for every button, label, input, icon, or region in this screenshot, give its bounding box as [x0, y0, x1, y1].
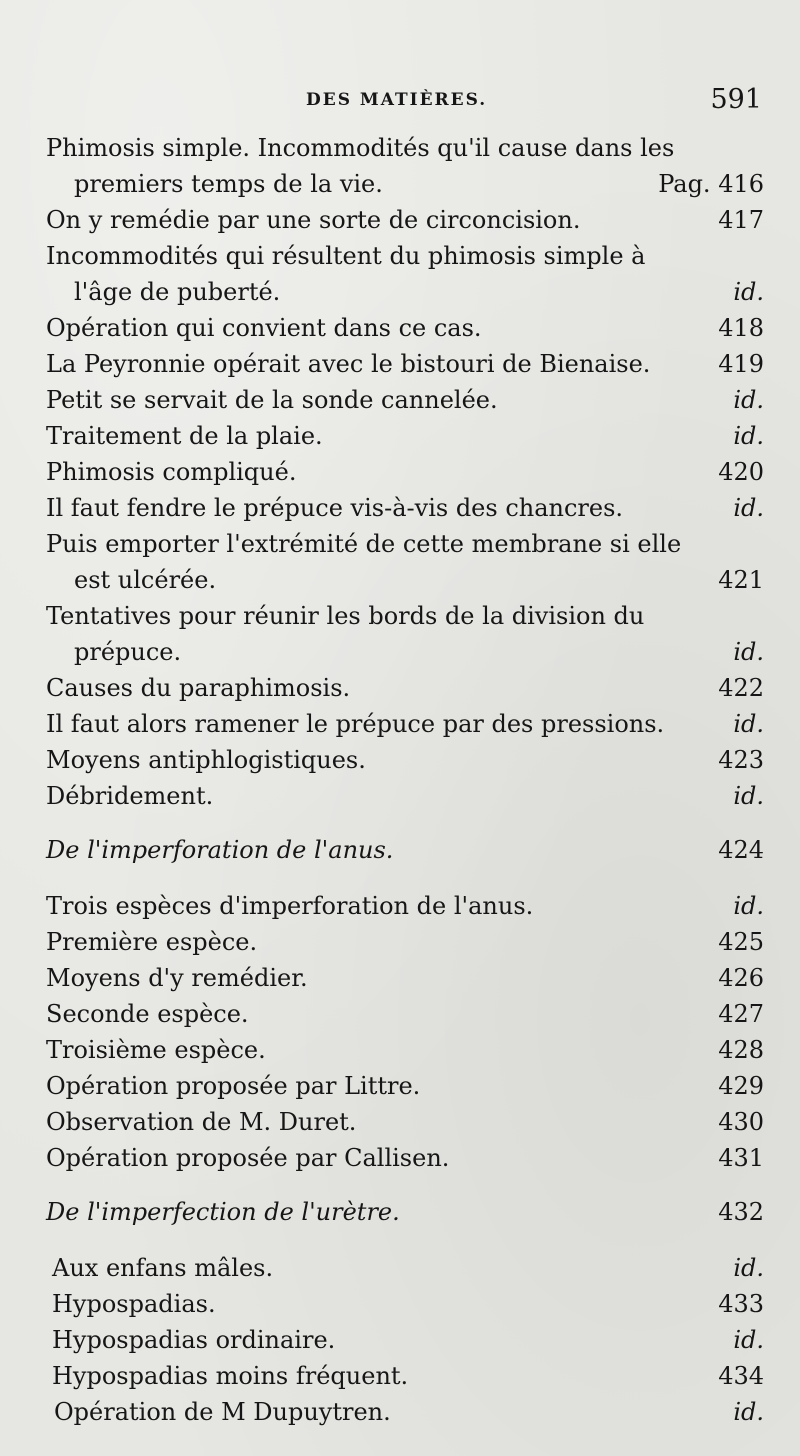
toc-entry [46, 1322, 764, 1358]
entry-text: Il faut alors ramener le prépuce par des pressions. [46, 710, 665, 738]
toc-entry [46, 778, 764, 814]
toc-entry [46, 238, 764, 310]
entry-text: Observation de M. Duret. [46, 1108, 357, 1136]
entry-text-continued: l'âge de puberté. [74, 278, 281, 306]
entry-text: Puis emporter l'extrémité de cette membrane si elle [46, 530, 682, 558]
entry-text: Opération qui convient dans ce cas. [46, 314, 482, 342]
toc-entry [46, 742, 764, 778]
page-reference: 425 [718, 928, 764, 956]
entry-text: La Peyronnie opérait avec le bistouri de Bienaise. [46, 350, 651, 378]
page-reference: 422 [718, 674, 764, 702]
toc-entry [46, 888, 764, 924]
toc-entry [46, 924, 764, 960]
entry-text: Hypospadias ordinaire. [52, 1326, 336, 1354]
page-reference: id. [733, 892, 764, 920]
toc-entry [46, 1068, 764, 1104]
page-header [48, 86, 768, 118]
entry-text: Incommodités qui résultent du phimosis simple à [46, 242, 646, 270]
toc-entry [46, 310, 764, 346]
toc-entry [46, 1358, 764, 1394]
entry-text: Débridement. [46, 782, 214, 810]
entry-text-continued: est ulcérée. [74, 566, 217, 594]
page-reference: id. [733, 1398, 764, 1426]
entry-text: Moyens d'y remédier. [46, 964, 308, 992]
page-number: 591 [710, 84, 762, 115]
entry-text: Phimosis simple. Incommodités qu'il cause dans les [46, 134, 675, 162]
toc-entry [46, 670, 764, 706]
toc-entry [46, 526, 764, 598]
entry-text-continued: premiers temps de la vie. [74, 170, 383, 198]
toc-section-heading [46, 832, 764, 868]
entry-text: Causes du paraphimosis. [46, 674, 351, 702]
toc-entry [46, 382, 764, 418]
page-reference: 424 [718, 836, 764, 864]
page-reference: id. [733, 494, 764, 522]
page-reference: 433 [718, 1290, 764, 1318]
running-title: DES MATIÈRES. [306, 90, 488, 110]
page-reference: 419 [718, 350, 764, 378]
page-reference: id. [733, 1326, 764, 1354]
entry-text: Première espèce. [46, 928, 258, 956]
toc-entry [46, 454, 764, 490]
page-reference: 420 [718, 458, 764, 486]
entry-text: On y remédie par une sorte de circoncision. [46, 206, 581, 234]
page-reference: id. [733, 1254, 764, 1282]
page-reference: 423 [718, 746, 764, 774]
page-reference: 434 [718, 1362, 764, 1390]
page-reference: Pag. 416 [658, 170, 764, 198]
toc-entry [46, 1104, 764, 1140]
entry-text: Traitement de la plaie. [46, 422, 323, 450]
entry-text: Hypospadias moins fréquent. [52, 1362, 409, 1390]
entry-text: Opération de M Dupuytren. [54, 1398, 391, 1426]
entry-text: Trois espèces d'imperforation de l'anus. [46, 892, 534, 920]
entry-text: Seconde espèce. [46, 1000, 249, 1028]
toc-entry [46, 490, 764, 526]
section-title: De l'imperforation de l'anus. [46, 836, 394, 864]
page-reference: 429 [718, 1072, 764, 1100]
toc-entry [46, 1286, 764, 1322]
toc-entry [46, 996, 764, 1032]
page-reference: 428 [718, 1036, 764, 1064]
toc-entry [46, 598, 764, 670]
page-reference: id. [733, 638, 764, 666]
entry-text: Opération proposée par Littre. [46, 1072, 421, 1100]
toc-entry [46, 202, 764, 238]
entry-text: Il faut fendre le prépuce vis-à-vis des chancres. [46, 494, 624, 522]
page-reference: 430 [718, 1108, 764, 1136]
page-reference: 426 [718, 964, 764, 992]
toc-entry [46, 1250, 764, 1286]
entry-text: Hypospadias. [52, 1290, 216, 1318]
toc-entry [46, 346, 764, 382]
page-reference: 431 [718, 1144, 764, 1172]
entry-text: Aux enfans mâles. [52, 1254, 274, 1282]
page-reference: id. [733, 710, 764, 738]
page-reference: 421 [718, 566, 764, 594]
toc-entry [46, 1140, 764, 1176]
page-reference: id. [733, 422, 764, 450]
page-reference: id. [733, 782, 764, 810]
toc-entry [46, 418, 764, 454]
page-reference: 418 [718, 314, 764, 342]
page-reference: 432 [718, 1198, 764, 1226]
section-title: De l'imperfection de l'urètre. [46, 1198, 400, 1226]
page-reference: 417 [718, 206, 764, 234]
table-of-contents [46, 130, 764, 1430]
toc-entry [46, 130, 764, 202]
entry-text-continued: prépuce. [74, 638, 182, 666]
page-reference: id. [733, 386, 764, 414]
entry-text: Moyens antiphlogistiques. [46, 746, 366, 774]
toc-entry [46, 1394, 764, 1430]
page-reference: 427 [718, 1000, 764, 1028]
entry-text: Petit se servait de la sonde cannelée. [46, 386, 498, 414]
entry-text: Phimosis compliqué. [46, 458, 297, 486]
page-reference: id. [733, 278, 764, 306]
toc-entry [46, 1032, 764, 1068]
toc-section-heading [46, 1194, 764, 1230]
toc-entry [46, 706, 764, 742]
entry-text: Tentatives pour réunir les bords de la division du [46, 602, 645, 630]
entry-text: Opération proposée par Callisen. [46, 1144, 450, 1172]
toc-entry [46, 960, 764, 996]
entry-text: Troisième espèce. [46, 1036, 266, 1064]
